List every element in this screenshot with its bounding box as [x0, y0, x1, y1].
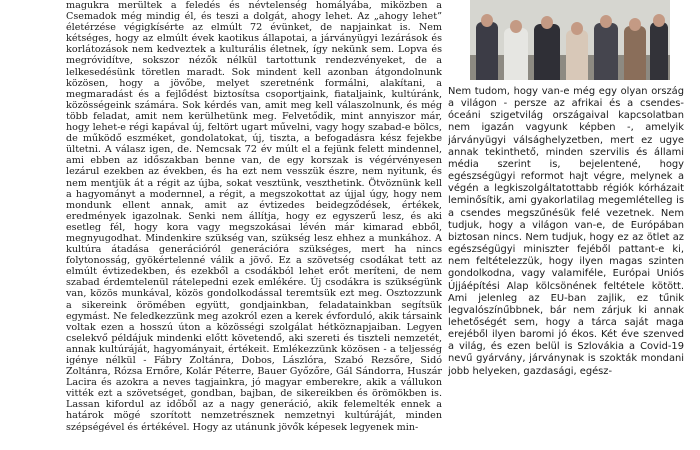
- photo-person: [476, 22, 498, 80]
- photo-person-head: [510, 20, 522, 33]
- photo-person: [624, 26, 646, 80]
- photo-person: [504, 28, 528, 80]
- side-article-paragraph: Nem tudom, hogy van-e még egy olyan ország a világon - persze az afrikai és a csendes-óceáni szigetvilág országaival kapcsolatban nem igazán vagyunk képben -, amelyik járványügyi válsághelyzetben, mert ez ugye annak tekinthető, minden szervilis és állami média szerint is, bejelentené, hogy egészségügyi reformot hajt végre, melynek a végén a legkiszolgáltatottabb régiók kórházait leminősítik, ami gyakorlatilag megemlételleg is a csendes megszűnésük felé vezetnek. Nem tudjuk, hogy a világon van-e, de Európában biztosan nincs. Nem tudjuk, hogy ez az ötlet az egészségügyi miniszter fejéből pattant-e ki, nem feltételezzük, hogy ilyen magas szinten gondolkodna, vagy valamiféle, Európai Uniós Újjáépítési Alap kölcsönének feltétele kötött. Ami jelenleg az EU-ban zajlik, ez tűnik legvalószínűbbnek, bár nem zárjuk ki annak lehetőségét sem, hogy a tárca saját maga erejéből ilyen baromi jó ékos. Két éve szenved a világ, és ezen belül is Szlovákia a Covid-19 nevű gyárvány, járványnak is szokták mondani jobb helyeken, gazdasági, egész-: [448, 86, 684, 377]
- main-article-column: [66, 0, 442, 450]
- side-article-column: [448, 86, 684, 450]
- group-photo: [470, 0, 670, 80]
- photo-person-head: [481, 14, 493, 27]
- photo-person: [566, 30, 588, 80]
- photo-person: [534, 24, 560, 80]
- photo-person-head: [629, 18, 641, 31]
- article-paragraph: magukra merültek a feledés és névtelenség homályába, miközben a Csemadok még mindig él, és teszi a dolgát, ahogy lehet. Az „ahogy lehet” életérzése végigkísérte az elmúlt 72 évünket, de napjainkat is. Nem kétséges, hogy az elmúlt évek kaotikus állapotai, a járványügyi lezárások és korlátozások nem kedveztek a kulturális életnek, így nekünk sem. Lopva és megróvidítve, sokszor nézők nélkül tartottunk rendezvényeket, de a lelkesedésünk töretlen maradt. Sok mindent kell azonban átgondolnunk közösen, hogy a jövőbe, melyet szeretnénk formálni, alakítani, a megmaradást és a fejlődést biztosítsa csoportjaink, fiataljaink, kultúránk, közösségeink számára. Sok kérdés van, amit meg kell válaszolnunk, és még több feladat, amit nem kerülhetünk meg. Felvetődik, mint annyiszor már, hogy lehet-e régi kapával új, feltört ugart művelni, vagy hogy szabad-e bölcs, de működő eszméket, gondolatokat, új, tiszta, a befogadásra kész fejekbe ültetni. A válasz igen, de. Nemcsak 72 év múlt el a fejünk felett mindennel, ami ebben az időszakban benne van, de egy korszak is végérvényesen lezárul ezekben az években, és ha ezt nem vesszük észre, nem nyitunk, és nem mentjük át a régit az újba, sokat vesztünk, veszthetink. Ötvöznünk kell a hagyományt a modernnel, a régit, a megszokottat az újjal úgy, hogy nem mondunk ellent annak, amit az évtizedes beidegződések, értékek, eredmények igazolnak. Senki nem állítja, hogy ez egyszerű lesz, és aki esetleg fél, hogy kora vagy megszokásai lévén már kimarad ebből, megnyugodhat. Mindenkire szükség van, szükség lesz ehhez a munkához. A kultúra átadása generációról generációra szükséges, mert ha nincs folytonosság, gyökértelenné válik a jövő. Ez a szövetség csodákat tett az elmúlt évtizedekben, és ezekből a csodákból lehet erőt meríteni, de nem szabad érdemtelenül rátelepedni ezek emlékére. Új csodákra is szükségünk van, közös munkával, közös gondolkodással teremtsük ezt meg. Osztozzunk a sikereink örömében együtt, gondjainkban, feladatainkban segítsük egymást. Ne feledkezzünk meg azokról ezen a kerek évforduló, akik társaink voltak ezen a hosszú úton a közösségi szolgálat hétköznapjaiban. Legyen cselekvő példájuk mindenki előtt követendő, aki szereti és tiszteli nemzetét, annak kultúráját, hagyományait, értékeit. Emlékezzünk közösen - a teljesség igénye nélkül - Fábry Zoltánra, Dobos, Lászlóra, Szabó Rezsőre, Sidó Zoltánra, Rózsa Ernőre, Kolár Péterre, Bauer Győzőre, Gál Sándorra, Huszár Lacira és azokra a neves tagjainkra, jó magyar emberekre, akik a vállukon vitték ezt a szövetséget, gondban, bajban, de sikereikben és örömökben is. Lassan kifordul az időből az a nagy generáció, akik felemelték ennek a határok mögé szorított nemzetrésznek nemzetnyi kultúráját, minden szépségével és értékével. Hogy az utánunk jövők képesek legyenek min-: [66, 0, 442, 433]
- photo-person-head: [541, 16, 553, 29]
- photo-person-head: [571, 22, 583, 35]
- photo-person: [650, 22, 668, 80]
- photo-person: [594, 23, 618, 80]
- photo-person-head: [653, 14, 665, 27]
- photo-person-head: [600, 15, 612, 28]
